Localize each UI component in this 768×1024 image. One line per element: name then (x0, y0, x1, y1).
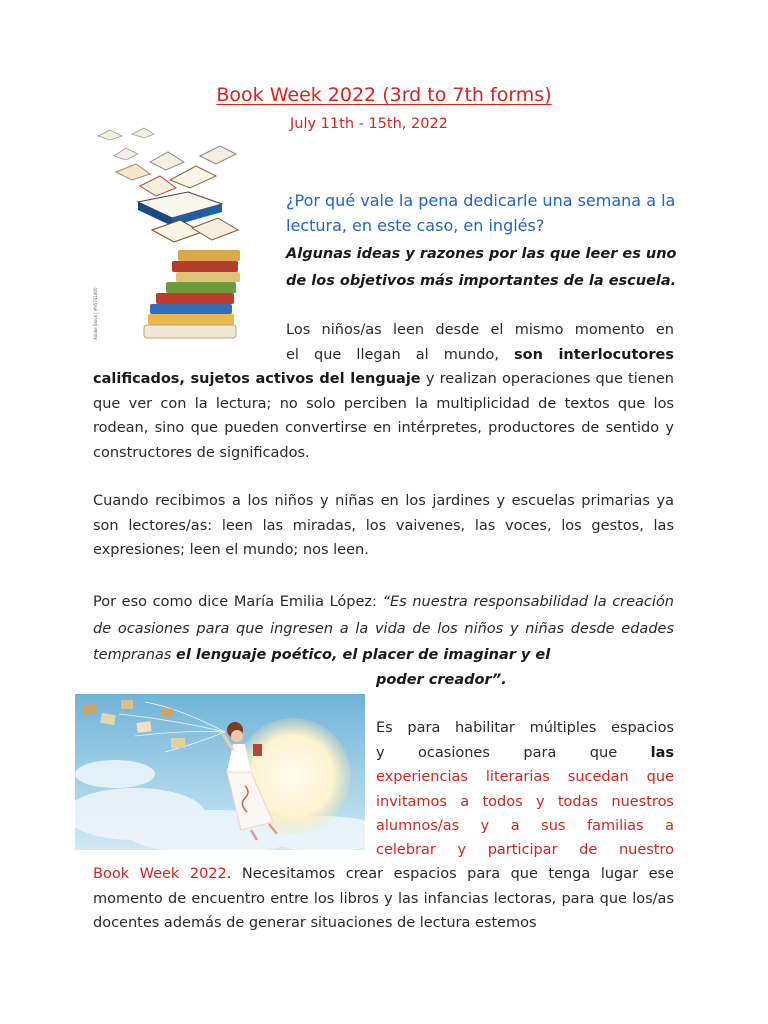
image-credit: Adobe Stock | #95741800 (93, 287, 98, 340)
paragraph-1-line-1: Los niños/as leen desde el mismo momento en (286, 322, 674, 338)
ideas-subheading: Algunas ideas y razones por las que leer es uno de los objetivos más importantes de la escuela. (286, 246, 677, 289)
text-span: y ocasiones para que (376, 745, 651, 761)
flying-book (150, 152, 184, 170)
text-span: . Necesitamos crear espacios para que tenga lugar ese momento de encuentro entre los libros y las infancias lectoras, para que los/as docentes además de generar situaciones de lectura estemos (93, 866, 674, 931)
flying-books-image (92, 122, 272, 344)
book-stack (144, 250, 240, 338)
paragraph-4-line-5: alumnos/as y a sus familias a (376, 818, 674, 834)
flying-book (170, 166, 216, 188)
book-week-highlight: Book Week 2022 (93, 866, 227, 882)
paragraph-3-end (376, 668, 676, 693)
document-title: Book Week 2022 (3rd to 7th forms) (216, 84, 552, 106)
event-dates: July 11th - 15th, 2022 (290, 116, 448, 132)
flying-book (98, 128, 154, 160)
quote-text: “Es nuestra responsabilidad la creación de ocasiones para que ingresen a la vida de los niños y niñas desde edades tempranas (93, 594, 674, 663)
text-span: y realizan operaciones que tienen que ver con la lectura; no solo perciben la multiplicidad de textos que los rodean, sino que pueden convertirse en intérpretes, productores de sentido y constructores de significados. (93, 371, 674, 461)
flying-book (140, 176, 176, 196)
quote-bold: el lenguaje poético, el placer de imaginar y el (176, 647, 551, 663)
paragraph-1-body (93, 367, 674, 465)
paragraph-4-line-2 (376, 741, 674, 766)
paragraph-3 (93, 589, 674, 669)
flying-book (116, 164, 150, 180)
quote-bold: poder creador”. (376, 672, 507, 688)
flying-book (192, 218, 238, 240)
text-span: Por eso como dice María Emilia López: (93, 594, 383, 610)
girl-flying-books-image (75, 694, 365, 850)
paragraph-4-line-6: celebrar y participar de nuestro (376, 842, 674, 858)
paragraph-4-line-1: Es para habilitar múltiples espacios (376, 720, 674, 736)
bold-phrase: las (650, 745, 674, 761)
text-span: el que llegan al mundo, (286, 347, 515, 363)
paragraph-2: Cuando recibimos a los niños y niñas en los jardines y escuelas primarias ya son lectores/as: leen las miradas, los vaivenes, las voces, los gestos, las expresiones; leen el mundo; nos leen. (93, 493, 674, 558)
paragraph-4-line-3: experiencias literarias sucedan que (376, 769, 674, 785)
question-heading: ¿Por qué vale la pena dedicarle una semana a la lectura, en este caso, en inglés? (286, 191, 676, 235)
flying-book (152, 220, 202, 242)
paragraph-1-line-2 (286, 343, 674, 368)
paragraph-4-line-4: invitamos a todos y todas nuestros (376, 794, 674, 810)
bold-phrase: calificados, sujetos activos del lenguaje (93, 371, 421, 387)
flying-book (200, 146, 236, 164)
bold-phrase: son interlocutores (514, 347, 675, 363)
paragraph-4-body (93, 862, 674, 936)
